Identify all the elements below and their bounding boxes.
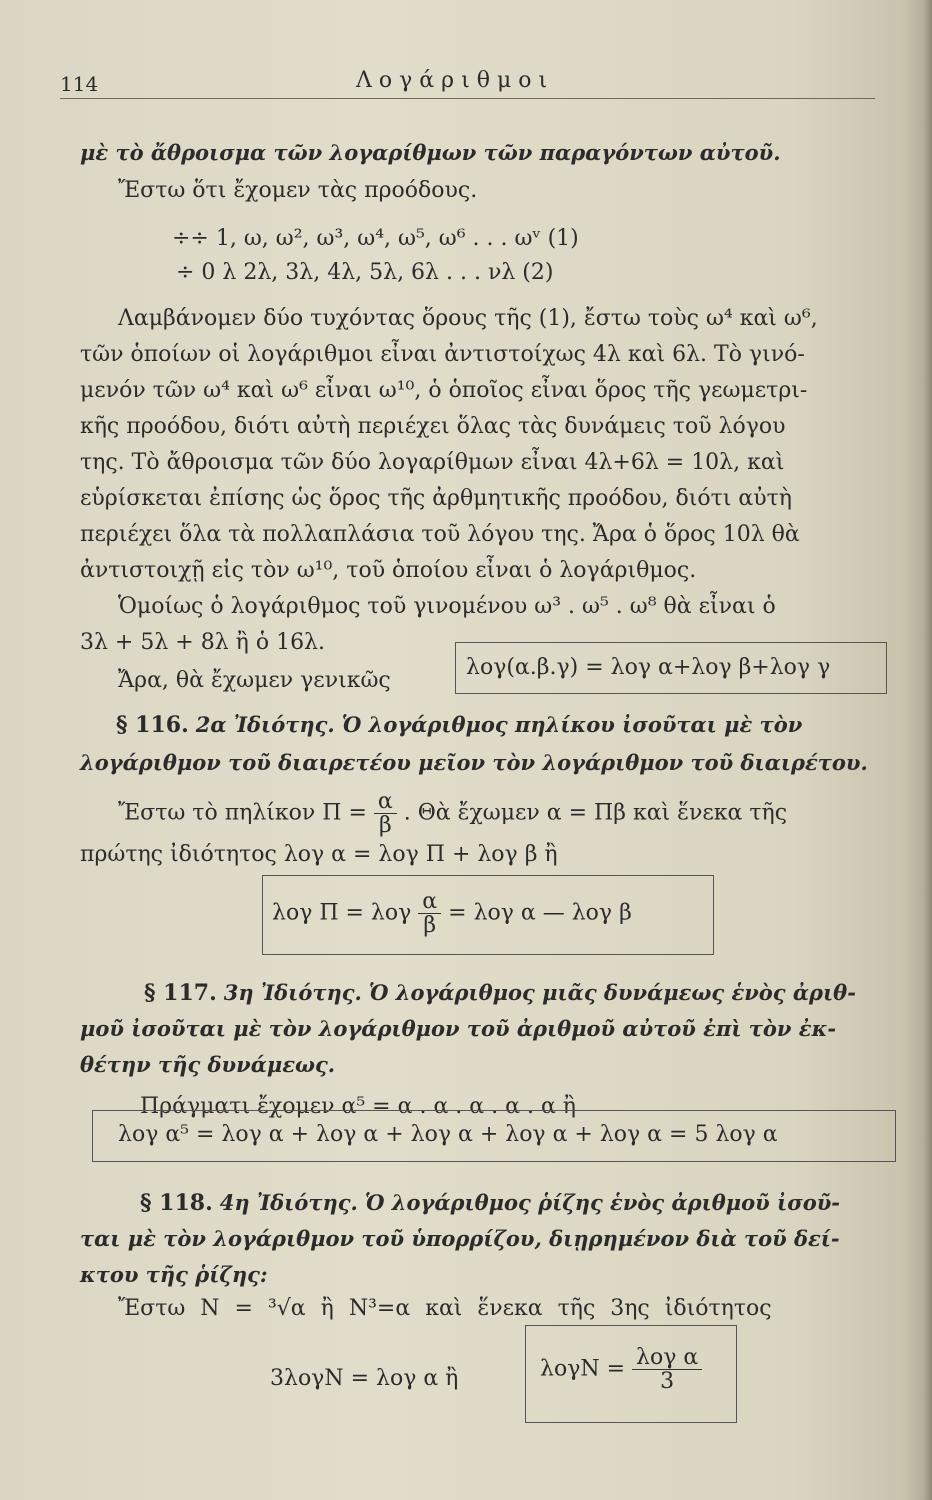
text-line: λογάριθμον τοῦ διαιρετέου μεῖον τὸν λογάριθμον τοῦ διαιρέτου. <box>80 750 868 775</box>
formula-product: λογ(α.β.γ) = λογ α+λογ β+λογ γ <box>466 655 831 680</box>
fraction-denominator: 3 <box>660 1369 675 1395</box>
fraction-numerator: α <box>374 790 397 814</box>
section-number: § 118. <box>140 1190 213 1216</box>
text-line: περιέχει ὅλα τὰ πολλαπλάσια τοῦ λόγου της. Ἄρα ὁ ὅρος 10λ θὰ <box>80 522 800 547</box>
page-number: 114 <box>60 72 99 96</box>
page-header <box>60 68 875 99</box>
fraction <box>374 790 397 837</box>
text-line: κῆς προόδου, διότι αὐτὴ περιέχει ὅλας τὰς δυνάμεις τοῦ λόγου <box>80 414 786 439</box>
text-line: ται μὲ τὸν λογάριθμον τοῦ ὑπορρίζου, διῃρημένον διὰ τοῦ δεί- <box>80 1226 840 1251</box>
section-heading: 4η Ἰδιότης. <box>219 1190 358 1215</box>
text-line: Ἔστω ὅτι ἔχομεν τὰς προόδους. <box>118 178 478 203</box>
text-fragment: . Θὰ ἔχωμεν α = Πβ καὶ ἕνεκα τῆς <box>403 800 788 826</box>
formula-fragment: λογN = <box>540 1356 626 1382</box>
section-heading: 3η Ἰδιότης. <box>223 980 362 1005</box>
formula-fragment: = λογ α — λογ β <box>448 900 632 926</box>
text-line: εὑρίσκεται ἐπίσης ὡς ὅρος τῆς ἀρθμητικῆς προόδου, διότι αὐτὴ <box>80 486 792 511</box>
text-line: μενόν τῶν ω⁴ καὶ ω⁶ εἶναι ω¹⁰, ὁ ὁποῖος εἶναι ὅρος τῆς γεωμετρι- <box>80 378 808 403</box>
section-heading: 2α Ἰδιότης. <box>195 712 335 737</box>
fraction-numerator: λογ α <box>632 1346 702 1370</box>
text-line: Ἄρα, θὰ ἔχωμεν γενικῶς <box>118 668 391 693</box>
section-number: § 116. <box>116 712 189 738</box>
text-line: της. Τὸ ἄθροισμα τῶν δύο λογαρίθμων εἶναι 4λ+6λ = 10λ, καὶ <box>80 450 785 475</box>
fraction-numerator: α <box>418 890 441 914</box>
fraction <box>632 1346 702 1393</box>
text-line: Λαμβάνομεν δύο τυχόντας ὅρους τῆς (1), ἔστω τοὺς ω⁴ καὶ ω⁶, <box>118 306 818 331</box>
fraction-denominator: β <box>423 913 437 939</box>
text-line: θέτην τῆς δυνάμεως. <box>80 1052 336 1077</box>
text-line: κτου τῆς ῥίζης: <box>80 1262 268 1287</box>
fraction-denominator: β <box>378 813 392 839</box>
text-line: μὲ τὸ ἄθροισμα τῶν λογαρίθμων τῶν παραγόντων αὐτοῦ. <box>80 140 781 165</box>
text-line: Ὁμοίως ὁ λογάριθμος τοῦ γινομένου ω³ . ω⁵ . ω⁸ θὰ εἶναι ὁ <box>118 594 776 619</box>
section-statement: Ὁ λογάριθμος μιᾶς δυνάμεως ἑνὸς ἀριθ- <box>368 980 856 1005</box>
text-line: 3λ + 5λ + 8λ ἢ ὁ 16λ. <box>80 630 325 655</box>
running-title: Λογάριθμοι <box>356 68 555 93</box>
formula-power: λογ α⁵ = λογ α + λογ α + λογ α + λογ α + λογ α = 5 λογ α <box>118 1122 778 1147</box>
page-edge <box>922 0 932 1500</box>
text-line: ἀντιστοιχῇ εἰς τὸν ω¹⁰, τοῦ ὁποίου εἶναι ὁ λογάριθμος. <box>80 558 697 583</box>
formula-fragment: λογ Π = λογ <box>272 900 412 926</box>
section-statement: Ὁ λογάριθμος ῥίζης ἑνὸς ἀριθμοῦ ἰσοῦ- <box>364 1190 840 1215</box>
text-line: μοῦ ἰσοῦται μὲ τὸν λογάριθμον τοῦ ἀριθμοῦ αὐτοῦ ἐπὶ τὸν ἐκ- <box>80 1016 837 1041</box>
progression-geometric: ÷÷ 1, ω, ω², ω³, ω⁴, ω⁵, ω⁶ . . . ωᵛ (1) <box>172 226 579 251</box>
formula-fragment: 3λογN = λογ α ἢ <box>270 1366 459 1391</box>
text-fragment: Ἔστω τὸ πηλίκον Π = <box>118 800 367 826</box>
progression-arithmetic: ÷ 0 λ 2λ, 3λ, 4λ, 5λ, 6λ . . . νλ (2) <box>176 260 554 285</box>
text-line: τῶν ὁποίων οἱ λογάριθμοι εἶναι ἀντιστοίχως 4λ καὶ 6λ. Τὸ γινό- <box>80 342 805 367</box>
text-line: πρώτης ἰδιότητος λογ α = λογ Π + λογ β ἢ <box>80 842 558 867</box>
text-line: Ἔστω N = ³√α ἢ N³=α καὶ ἕνεκα τῆς 3ης ἰδιότητος <box>118 1296 772 1321</box>
text-line: Πράγματι ἔχομεν α⁵ = α . α . α . α . α ἢ <box>140 1094 576 1119</box>
section-number: § 117. <box>144 980 217 1006</box>
section-statement: Ὁ λογάριθμος πηλίκου ἰσοῦται μὲ τὸν <box>341 712 803 737</box>
fraction <box>418 890 441 937</box>
